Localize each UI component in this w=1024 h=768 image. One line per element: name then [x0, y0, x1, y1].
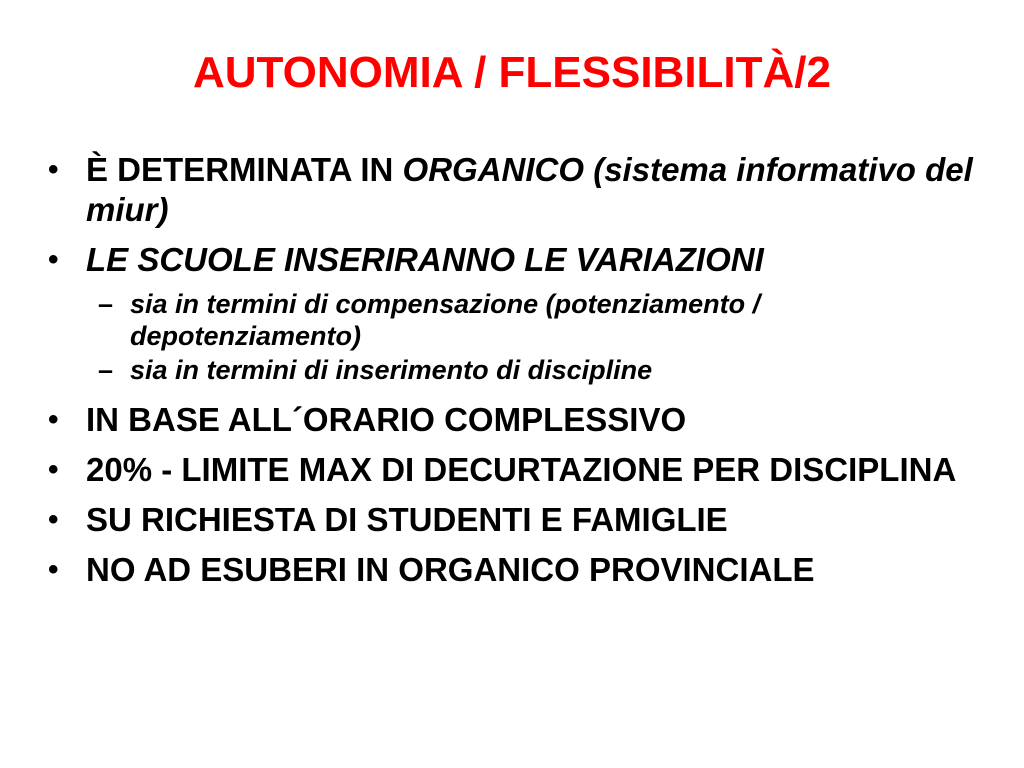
- sub-list-item: [46, 288, 976, 352]
- slide-title: AUTONOMIA / FLESSIBILITÀ/2: [192, 48, 832, 97]
- item-text-italic: ORGANICO (sistema informativo del miur): [86, 151, 973, 228]
- list-item: [46, 150, 976, 230]
- item-text: SU RICHIESTA DI STUDENTI E FAMIGLIE: [86, 501, 728, 538]
- sub-item-text: sia in termini di compensazione (potenziamento / depotenziamento): [130, 289, 761, 351]
- item-text: LE SCUOLE INSERIRANNO LE VARIAZIONI: [86, 241, 764, 278]
- bullet-icon: •: [48, 243, 59, 276]
- bullet-icon: •: [48, 553, 59, 586]
- item-text: IN BASE ALL´ORARIO COMPLESSIVO: [86, 401, 687, 438]
- sub-list-item: [46, 354, 976, 386]
- bullet-icon: •: [48, 153, 59, 186]
- dash-icon: –: [98, 355, 114, 385]
- item-text: 20% - LIMITE MAX DI DECURTAZIONE PER DISCIPLINA: [86, 451, 957, 488]
- dash-icon: –: [98, 289, 114, 319]
- list-item: [46, 500, 976, 540]
- list-item: [46, 240, 976, 280]
- bullet-icon: •: [48, 453, 59, 486]
- list-item: [46, 550, 976, 590]
- list-item: [46, 400, 976, 440]
- bullet-icon: •: [48, 503, 59, 536]
- list-item: [46, 450, 976, 490]
- item-text: NO AD ESUBERI IN ORGANICO PROVINCIALE: [86, 551, 815, 588]
- bullet-list: [46, 150, 976, 600]
- bullet-icon: •: [48, 403, 59, 436]
- item-text: È DETERMINATA IN: [86, 151, 403, 188]
- sub-item-text: sia in termini di inserimento di discipline: [130, 355, 653, 385]
